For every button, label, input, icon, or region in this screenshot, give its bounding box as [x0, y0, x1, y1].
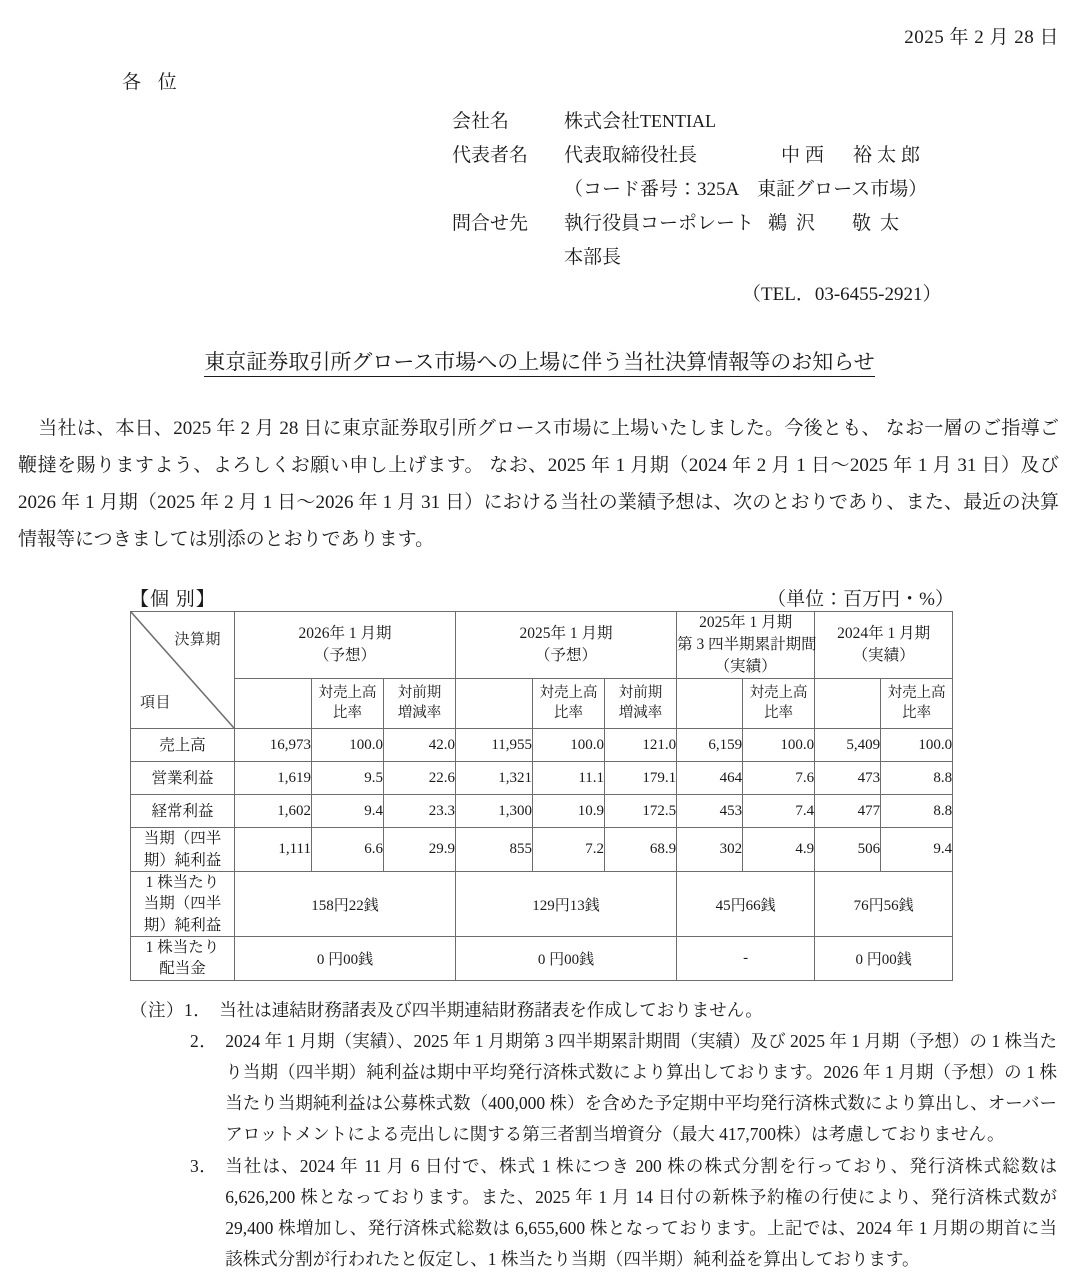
cell-value: 4.9	[743, 828, 815, 872]
subheader-fy2024-ratio-to-sales	[881, 679, 953, 729]
subheader-fy2025-ratio-to-sales	[533, 679, 605, 729]
row-label-line: 売上高	[159, 736, 206, 754]
company-name-label: 会社名	[452, 111, 510, 132]
table-corner-cell	[131, 612, 235, 729]
cell-value: 9.5	[312, 762, 384, 795]
cell-value: 23.3	[384, 795, 456, 828]
table-row	[131, 871, 953, 936]
cell-value: 10.9	[533, 795, 605, 828]
cell-value: 1,321	[456, 762, 533, 795]
contact-division-text: 本部長	[564, 247, 622, 268]
row-label-line: 1 株当たり	[145, 939, 220, 957]
group-title-line3: （実績）	[714, 658, 777, 676]
subheader-line2: 比率	[764, 704, 794, 721]
cell-value: 302	[677, 828, 743, 872]
cell-value: 22.6	[384, 762, 456, 795]
cell-value-dividend-fy2024: 0 円00銭	[815, 937, 953, 981]
table-row	[131, 729, 953, 762]
subheader-line1: 対売上高	[318, 685, 377, 702]
subheader-fy2026-ratio-to-sales	[312, 679, 384, 729]
cell-value: 172.5	[605, 795, 677, 828]
security-code-label-empty	[452, 179, 564, 201]
cell-value: 6,159	[677, 729, 743, 762]
cell-value: 5,409	[815, 729, 881, 762]
cell-value: 453	[677, 795, 743, 828]
group-header-fy2026-forecast	[235, 612, 456, 679]
group-title-line2: （予想）	[314, 647, 377, 665]
subheader-fy2026-amount	[235, 679, 312, 729]
company-name-row	[452, 106, 1079, 133]
cell-value-eps-fy2026: 158円22銭	[235, 871, 456, 936]
contact-division-row	[452, 242, 1079, 269]
cell-value-eps-fy2024: 76円56銭	[815, 871, 953, 936]
cell-value: 100.0	[533, 729, 605, 762]
cell-value: 100.0	[743, 729, 815, 762]
cell-value-eps-fy2025: 129円13銭	[456, 871, 677, 936]
cell-value: 1,602	[235, 795, 312, 828]
footnote-item-2	[130, 1026, 1057, 1151]
document-date: 2025 年 2 月 28 日	[904, 27, 1059, 48]
subheader-line2: 増減率	[618, 704, 663, 721]
subheader-line1: 対売上高	[887, 685, 946, 702]
corner-bottom-label: 項目	[140, 695, 172, 712]
contact-division-value	[564, 242, 1079, 269]
company-name-value	[564, 106, 1079, 133]
group-title-line1: 2025年 1 月期	[699, 614, 793, 632]
cell-value: 1,300	[456, 795, 533, 828]
subheader-line1: 対前期	[618, 685, 663, 702]
cell-value: 477	[815, 795, 881, 828]
row-label-ordinary-income	[131, 795, 235, 828]
table-row	[131, 762, 953, 795]
table-row	[131, 828, 953, 872]
cell-value: 100.0	[881, 729, 953, 762]
cell-value: 1,619	[235, 762, 312, 795]
financial-summary-table	[130, 611, 953, 981]
footnote-number: 2．	[190, 1030, 218, 1051]
cell-value: 464	[677, 762, 743, 795]
row-label-line: 配当金	[159, 960, 206, 978]
page-title	[0, 346, 1079, 376]
row-label-line: 当期（四半	[143, 895, 222, 913]
subheader-q3-ratio-to-sales	[743, 679, 815, 729]
security-code-row	[452, 174, 1079, 201]
subheader-fy2025-amount	[456, 679, 533, 729]
subheader-line1: 対売上高	[539, 685, 598, 702]
footnote-text: 2024 年 1 月期（実績）、2025 年 1 月期第 3 四半期累計期間（実績）及び 2025 年 1 月期（予想）の 1 株当たり当期（四半期）純利益は期中平均発行済株式数により算出しております。2026 年 1 月期（予想）の 1 株当たり当期純利益は公募株式数（400,000 株）を含めた予定期中平均発行済株式数により算出し、オーバーアロットメントによる売出しに関する第三者割当増資分（最大 417,700株）は考慮しておりません。	[225, 1030, 1057, 1145]
cell-value: 11.1	[533, 762, 605, 795]
subheader-line1: 対売上高	[749, 685, 808, 702]
cell-value: 7.4	[743, 795, 815, 828]
footnote-item-1	[130, 995, 1057, 1026]
contact-row	[452, 208, 1079, 235]
company-header-block	[0, 106, 1079, 306]
representative-label: 代表者名	[452, 145, 529, 166]
intro-paragraph	[18, 410, 1059, 558]
subheader-q3-amount	[677, 679, 743, 729]
group-title-line2: （予想）	[535, 647, 598, 665]
contact-value	[564, 208, 1079, 235]
cell-value: 16,973	[235, 729, 312, 762]
group-header-fy2025-forecast	[456, 612, 677, 679]
table-header-row-subcolumns	[131, 679, 953, 729]
representative-value	[564, 140, 1079, 167]
subheader-fy2025-yoy-change	[605, 679, 677, 729]
security-code-text: （コード番号：325A 東証グロース市場）	[564, 179, 928, 200]
cell-value: 68.9	[605, 828, 677, 872]
representative-name: 中西 裕太郎	[781, 145, 926, 166]
cell-value: 7.6	[743, 762, 815, 795]
cell-value: 29.9	[384, 828, 456, 872]
cell-value: 11,955	[456, 729, 533, 762]
security-code-value	[564, 174, 1079, 201]
cell-value: 179.1	[605, 762, 677, 795]
subheader-line2: 比率	[333, 704, 362, 721]
row-label-line: 営業利益	[151, 769, 214, 787]
contact-division-label-empty	[452, 247, 564, 269]
subheader-line1: 対前期	[397, 685, 442, 702]
table-unit-note: （単位：百万円・%）	[767, 589, 954, 611]
footnote-number: 3．	[190, 1155, 218, 1176]
table-row	[131, 937, 953, 981]
footnote-lead-label: （注）	[130, 999, 184, 1020]
cell-value-eps-q3: 45円66銭	[677, 871, 815, 936]
cell-value: 42.0	[384, 729, 456, 762]
cell-value: 8.8	[881, 795, 953, 828]
subheader-fy2024-amount	[815, 679, 881, 729]
cell-value: 7.2	[533, 828, 605, 872]
corner-top-label: 決算期	[174, 632, 221, 649]
table-section-label: 【個 別】	[130, 589, 216, 611]
contact-label: 問合せ先	[452, 213, 529, 234]
row-label-line: 1 株当たり	[145, 873, 220, 891]
cell-value: 121.0	[605, 729, 677, 762]
page-title-text: 東京証券取引所グロース市場への上場に伴う当社決算情報等のお知らせ	[204, 350, 874, 377]
row-label-net-income	[131, 828, 235, 872]
contact-title: 執行役員コーポレート	[564, 213, 755, 234]
group-header-fy2025-q3-actual	[677, 612, 815, 679]
financial-table-wrapper	[0, 611, 1079, 981]
subheader-line2: 比率	[554, 704, 584, 721]
representative-title: 代表取締役社長	[564, 145, 698, 166]
contact-telephone: （TEL．03-6455-2921）	[742, 284, 942, 305]
group-title-line2: （実績）	[852, 647, 915, 665]
addressee: 各 位	[122, 72, 183, 93]
footnote-text: 当社は、2024 年 11 月 6 日付で、株式 1 株につき 200 株の株式分割を行っており、発行済株式総数は 6,626,200 株となっております。また、2025 年 1 月 14 日付の新株予約権の行使により、発行済株式数が 29,400 株増加し、発行済株式総数は 6,655,600 株となっております。上記では、2024 年 1 月期の期首に当該株式分割が行われたと仮定し、1 株当たり当期（四半期）純利益を算出しております。	[225, 1155, 1057, 1269]
cell-value-dividend-fy2025: 0 円00銭	[456, 937, 677, 981]
intro-paragraph-text: 当社は、本日、2025 年 2 月 28 日に東京証券取引所グロース市場に上場いたしました。今後とも、 なお一層のご指導ご鞭撻を賜りますよう、よろしくお願い申し上げます。 なお、2025 年 1 月期（2024 年 2 月 1 日～2025 年 1 月 31 日）及び 2026 年 1 月期（2025 年 2 月 1 日～2026 年 1 月 31 日）における当社の業績予想は、次のとおりであり、また、最近の決算情報等につきましては別添のとおりであります。	[18, 418, 1059, 551]
group-title-line1: 2025年 1 月期	[519, 625, 613, 643]
cell-value: 100.0	[312, 729, 384, 762]
row-label-net-sales	[131, 729, 235, 762]
cell-value: 1,111	[235, 828, 312, 872]
footnote-item-3	[130, 1151, 1057, 1275]
footnotes	[130, 995, 1057, 1275]
group-header-fy2024-actual	[815, 612, 953, 679]
footnote-text: 当社は連結財務諸表及び四半期連結財務諸表を作成しておりません。	[219, 999, 763, 1020]
table-header-row-groups	[131, 612, 953, 679]
cell-value: 6.6	[312, 828, 384, 872]
table-caption	[0, 584, 1079, 611]
cell-value: 9.4	[312, 795, 384, 828]
cell-value: 9.4	[881, 828, 953, 872]
cell-value: 506	[815, 828, 881, 872]
row-label-line: 経常利益	[151, 802, 214, 820]
row-label-line: 当期（四半	[143, 830, 222, 848]
representative-row	[452, 140, 1079, 167]
company-name-text: 株式会社	[564, 111, 641, 132]
cell-value: 473	[815, 762, 881, 795]
footnote-number: 1．	[184, 999, 212, 1020]
row-label-dividend-per-share	[131, 937, 235, 981]
table-row	[131, 795, 953, 828]
subheader-line2: 比率	[902, 704, 932, 721]
row-label-operating-income	[131, 762, 235, 795]
subheader-fy2026-yoy-change	[384, 679, 456, 729]
cell-value-dividend-fy2026: 0 円00銭	[235, 937, 456, 981]
group-title-line1: 2024年 1 月期	[837, 625, 931, 643]
row-label-eps	[131, 871, 235, 936]
group-title-line1: 2026年 1 月期	[298, 625, 392, 643]
contact-name: 鵜沢 敬太	[768, 213, 909, 234]
cell-value-dividend-q3: -	[677, 937, 815, 981]
cell-value: 8.8	[881, 762, 953, 795]
row-label-line: 期）純利益	[143, 916, 222, 934]
cell-value: 855	[456, 828, 533, 872]
subheader-line2: 増減率	[397, 704, 442, 721]
company-name-latin: TENTIAL	[640, 111, 716, 131]
group-title-line2: 第 3 四半期累計期間	[677, 636, 817, 654]
row-label-line: 期）純利益	[143, 851, 222, 869]
